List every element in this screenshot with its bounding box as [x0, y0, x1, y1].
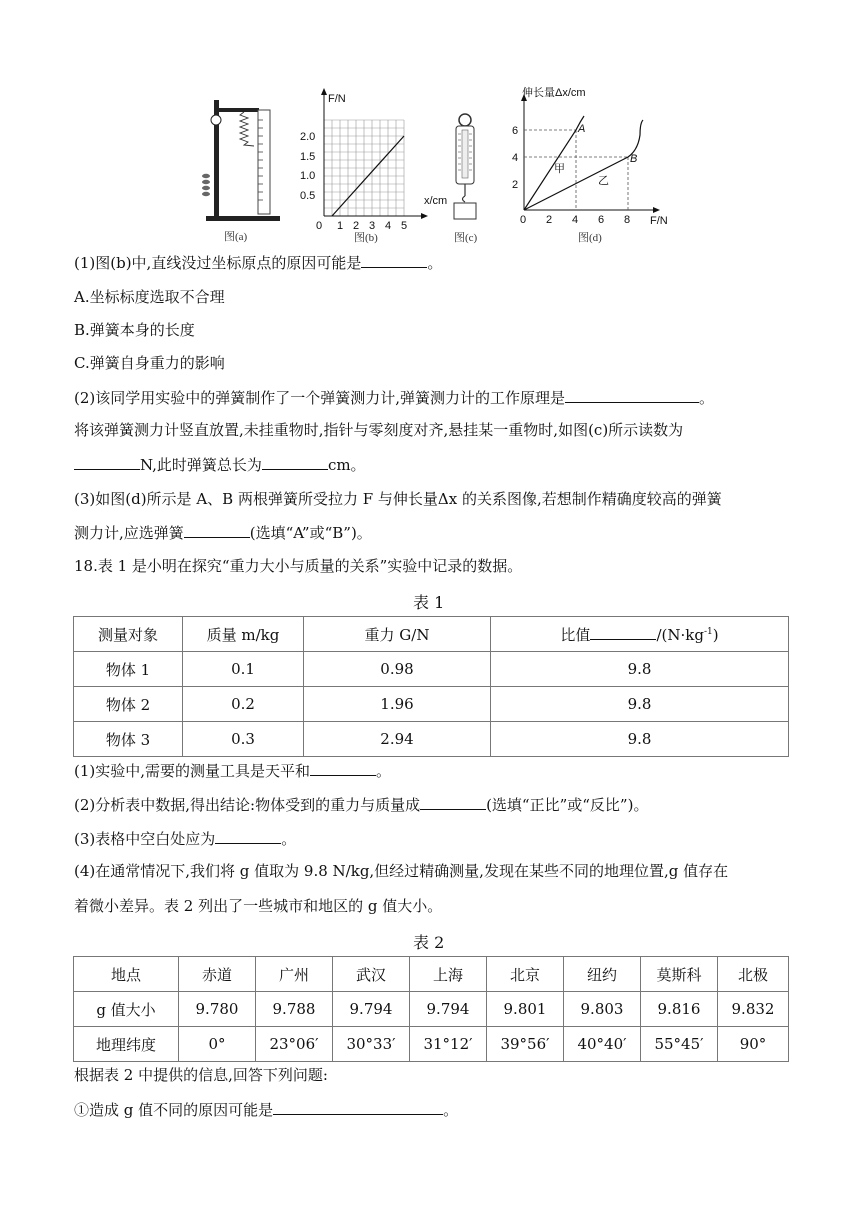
table-cell: 物体 3 [74, 722, 183, 757]
figure-b-xtick: 2 [353, 220, 360, 232]
figure-d-ytick: 4 [512, 152, 519, 164]
figure-d-xtick: 8 [624, 214, 631, 226]
q18-s1 [74, 760, 391, 781]
q18-s3 [74, 828, 296, 849]
answer-blank[interactable] [273, 1099, 443, 1115]
ratio-label: 比值 [560, 625, 591, 644]
figure-d-chart [506, 80, 676, 245]
table-cell: 9.816 [641, 992, 718, 1027]
answer-blank[interactable] [310, 760, 376, 776]
figure-d-label-a: A [578, 123, 586, 135]
table-cell: 物体 1 [74, 652, 183, 687]
figure-d-xtick: 2 [546, 214, 553, 226]
q18-s6-text: ①造成 g 值不同的原因可能是 [74, 1101, 274, 1119]
figure-d-caption: 图(d) [578, 232, 602, 244]
q17-part1 [74, 252, 442, 273]
figure-b-ytick: 1.5 [300, 151, 316, 163]
figure-a-spring-stand [196, 80, 288, 245]
table-cell: 9.803 [564, 992, 641, 1027]
table-cell: 55°45′ [641, 1027, 718, 1062]
table-cell: 纽约 [564, 957, 641, 992]
q17-part2-text: (2)该同学用实验中的弹簧制作了一个弹簧测力计,弹簧测力计的工作原理是 [74, 389, 566, 407]
figure-b-caption: 图(b) [354, 232, 378, 244]
table-cell: 北极 [718, 957, 789, 992]
figure-b-ytick: 0.5 [300, 190, 316, 202]
table-cell: 9.780 [179, 992, 256, 1027]
figure-c-caption: 图(c) [454, 232, 478, 244]
q17-option-c: C.弹簧自身重力的影响 [74, 354, 225, 372]
table-row [74, 1027, 789, 1062]
table-row [74, 687, 789, 722]
table-row [74, 652, 789, 687]
q18-end: 。 [376, 762, 392, 780]
figure-b-xtick: 1 [337, 220, 344, 232]
q18-s1-text: (1)实验中,需要的测量工具是天平和 [74, 762, 311, 780]
figure-d-xtick: 0 [520, 214, 527, 226]
q17-unit-cm: cm。 [327, 456, 366, 474]
table-cell: 31°12′ [410, 1027, 487, 1062]
answer-blank[interactable] [361, 252, 427, 268]
ratio-unit-sup: -1 [703, 626, 713, 637]
figure-d-label-b: B [630, 153, 638, 165]
table1-caption: 表 1 [413, 593, 445, 612]
figure-b-xtick: 3 [369, 220, 376, 232]
table-cell: 0.1 [183, 652, 304, 687]
ratio-unit-close: ) [712, 625, 719, 644]
q18-s4b: 着微小差异。表 2 列出了一些城市和地区的 g 值大小。 [74, 897, 443, 915]
table-cell: 9.8 [491, 687, 789, 722]
table2-caption: 表 2 [413, 933, 445, 952]
table-cell: 上海 [410, 957, 487, 992]
figure-c-spring-scale [448, 80, 498, 245]
table-cell: 9.801 [487, 992, 564, 1027]
figure-a-caption: 图(a) [224, 231, 248, 243]
q18-s5: 根据表 2 中提供的信息,回答下列问题: [74, 1066, 328, 1084]
table-header-ratio [491, 617, 789, 652]
figure-b-xtick: 5 [401, 220, 408, 232]
table-cell: 北京 [487, 957, 564, 992]
table-cell: g 值大小 [74, 992, 179, 1027]
table-cell: 9.788 [256, 992, 333, 1027]
answer-blank[interactable] [74, 454, 140, 470]
figure-b-ylabel: F/N [328, 93, 346, 105]
q18-s6 [74, 1099, 458, 1120]
q17-part3b-post: (选填“A”或“B”)。 [249, 524, 372, 542]
figure-b-ytick: 1.0 [300, 170, 316, 182]
q17-part2b: 将该弹簧测力计竖直放置,未挂重物时,指针与零刻度对齐,悬挂某一重物时,如图(c)所示读数为 [74, 421, 684, 439]
answer-blank[interactable] [565, 387, 699, 403]
table-2 [73, 956, 789, 1062]
table-cell: 23°06′ [256, 1027, 333, 1062]
figure-d-label-jia: 甲 [554, 163, 565, 175]
answer-blank[interactable] [262, 454, 328, 470]
figure-b-xtick: 0 [316, 220, 323, 232]
figure-d-label-yi: 乙 [598, 175, 609, 187]
table-cell: 0.3 [183, 722, 304, 757]
table-1 [73, 616, 789, 757]
table-header: 重力 G/N [304, 617, 491, 652]
q17-part3b-pre: 测力计,应选弹簧 [74, 524, 184, 542]
figure-b-ytick: 2.0 [300, 131, 316, 143]
answer-blank[interactable] [420, 794, 486, 810]
q17-part3: (3)如图(d)所示是 A、B 两根弹簧所受拉力 F 与伸长量Δx 的关系图像,若想制作精确度较高的弹簧 [74, 490, 722, 508]
figure-d-xlabel: F/N [650, 215, 668, 227]
figure-d-ytick: 6 [512, 125, 519, 137]
table-cell: 0° [179, 1027, 256, 1062]
table-cell: 30°33′ [333, 1027, 410, 1062]
table-cell: 40°40′ [564, 1027, 641, 1062]
figure-b-chart [294, 80, 448, 245]
ratio-unit: /(N·kg [656, 625, 704, 644]
q17-part2 [74, 387, 714, 408]
figure-d-ytick: 2 [512, 179, 519, 191]
q18-end: 。 [281, 830, 297, 848]
table-cell: 9.794 [410, 992, 487, 1027]
table-cell: 9.8 [491, 652, 789, 687]
figure-b-xlabel: x/cm [424, 195, 448, 207]
table-row [74, 617, 789, 652]
figure-d-xtick: 6 [598, 214, 605, 226]
table-cell: 39°56′ [487, 1027, 564, 1062]
q17-unit-n: N,此时弹簧总长为 [140, 456, 262, 474]
table-cell: 莫斯科 [641, 957, 718, 992]
q17-end: 。 [699, 389, 715, 407]
table-cell: 武汉 [333, 957, 410, 992]
table-cell: 地理纬度 [74, 1027, 179, 1062]
q18-s2 [74, 794, 648, 815]
q18-end: 。 [443, 1101, 459, 1119]
q18-intro: 18.表 1 是小明在探究“重力大小与质量的关系”实验中记录的数据。 [74, 557, 523, 575]
table-cell: 9.832 [718, 992, 789, 1027]
q18-s2-tail: (选填“正比”或“反比”)。 [486, 796, 649, 814]
q17-part3b [74, 522, 372, 543]
answer-blank[interactable] [590, 624, 656, 640]
table-cell: 物体 2 [74, 687, 183, 722]
table-cell: 0.98 [304, 652, 491, 687]
table-cell: 90° [718, 1027, 789, 1062]
table-cell: 赤道 [179, 957, 256, 992]
table-row [74, 992, 789, 1027]
q17-part2c [74, 454, 366, 475]
figure-d-xtick: 4 [572, 214, 579, 226]
q18-s4a: (4)在通常情况下,我们将 g 值取为 9.8 N/kg,但经过精确测量,发现在某些不同的地理位置,g 值存在 [74, 862, 729, 880]
figure-b-xtick: 4 [385, 220, 392, 232]
table-row [74, 722, 789, 757]
q18-s3-text: (3)表格中空白处应为 [74, 830, 216, 848]
table-header: 测量对象 [74, 617, 183, 652]
table-cell: 9.8 [491, 722, 789, 757]
answer-blank[interactable] [184, 522, 250, 538]
q17-option-a: A.坐标标度选取不合理 [74, 288, 225, 306]
figure-d-ylabel: 伸长量Δx/cm [522, 87, 586, 99]
q17-part1-text: (1)图(b)中,直线没过坐标原点的原因可能是 [74, 254, 362, 272]
q17-end: 。 [427, 254, 443, 272]
table-cell: 9.794 [333, 992, 410, 1027]
table-cell: 2.94 [304, 722, 491, 757]
table-header: 质量 m/kg [183, 617, 304, 652]
table-cell: 1.96 [304, 687, 491, 722]
answer-blank[interactable] [215, 828, 281, 844]
q17-option-b: B.弹簧本身的长度 [74, 321, 195, 339]
q18-s2-text: (2)分析表中数据,得出结论:物体受到的重力与质量成 [74, 796, 421, 814]
table-cell: 地点 [74, 957, 179, 992]
table-cell: 0.2 [183, 687, 304, 722]
table-cell: 广州 [256, 957, 333, 992]
table-row [74, 957, 789, 992]
